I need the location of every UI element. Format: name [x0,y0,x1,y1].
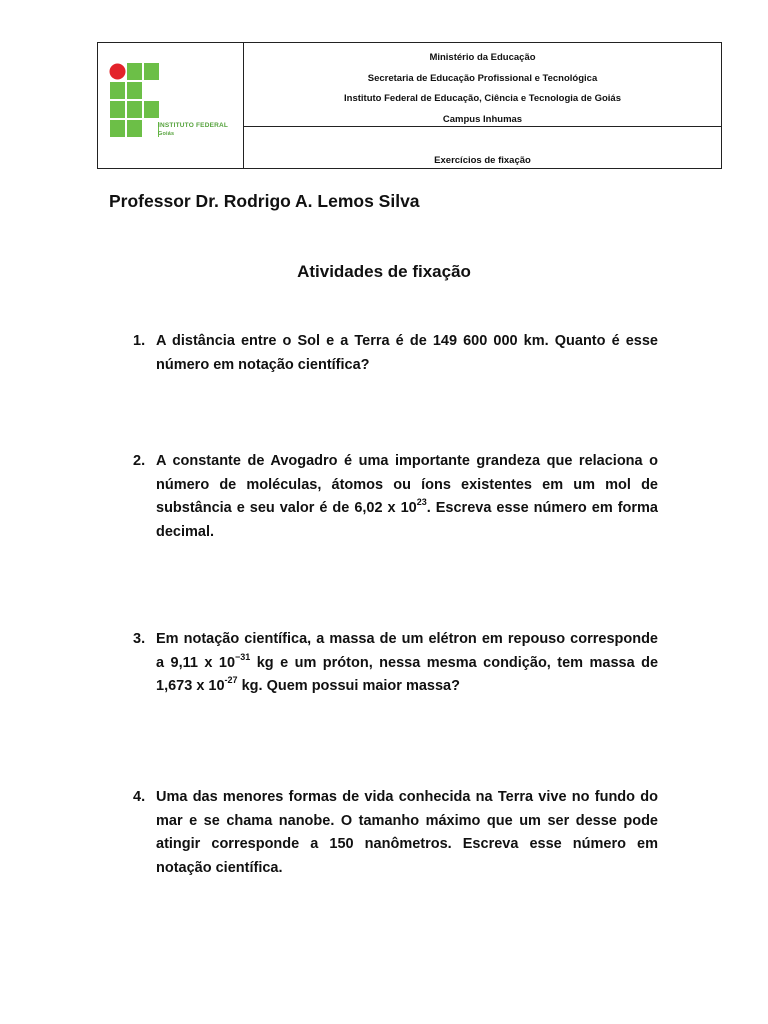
question-number: 1. [133,333,146,349]
page-title: Atividades de fixação [297,262,471,281]
question-text: A constante de Avogadro é uma importante grandeza que relaciona o número de moléculas, átomos ou íons existentes em um mol de substância e seu valor é de 6,02 x $10^{23}$. Escreva esse número em forma decimal. [156,453,658,540]
question-3 [133,628,658,699]
professor-name: Professor Dr. Rodrigo A. Lemos Silva [109,191,420,211]
question-number: 2. [133,453,146,469]
question-2 [133,450,658,544]
header-table [97,42,722,169]
question-4 [133,786,658,880]
subtitle-cell [244,127,721,168]
question-text: Em notação científica, a massa de um elétron em repouso corresponde a 9,11 x $10^{-31}$ kg e um próton, nessa mesma condição, tem massa de 1,673 x $10^{-27}$ kg. Quem possui maior massa? [156,631,659,694]
subtitle: Exercícios de fixação [434,155,531,166]
logo-cell [98,43,244,168]
question-number: 4. [133,789,146,805]
question-text: Uma das menores formas de vida conhecida na Terra vive no fundo do mar e se chama nanobe. O tamanho máximo que um ser desse pode atingir corresponde a 150 nanômetros. Escreva esse número em notação científica. [156,789,658,876]
institute-line: Instituto Federal de Educação, Ciência e Tecnologia de Goiás [344,93,621,104]
ministry-line: Ministério da Educação [429,52,536,63]
secretariat-line: Secretaria de Educação Profissional e Tecnológica [367,72,598,84]
question-number: 3. [133,631,146,647]
institution-info [244,43,721,127]
question-text: A distância entre o Sol e a Terra é de 149 600 000 km. Quanto é esse número em notação científica? [156,333,658,373]
logo-text: INSTITUTO FEDERAL Goiás [158,122,229,137]
question-1 [133,330,658,377]
campus-line: Campus Inhumas [442,113,523,125]
